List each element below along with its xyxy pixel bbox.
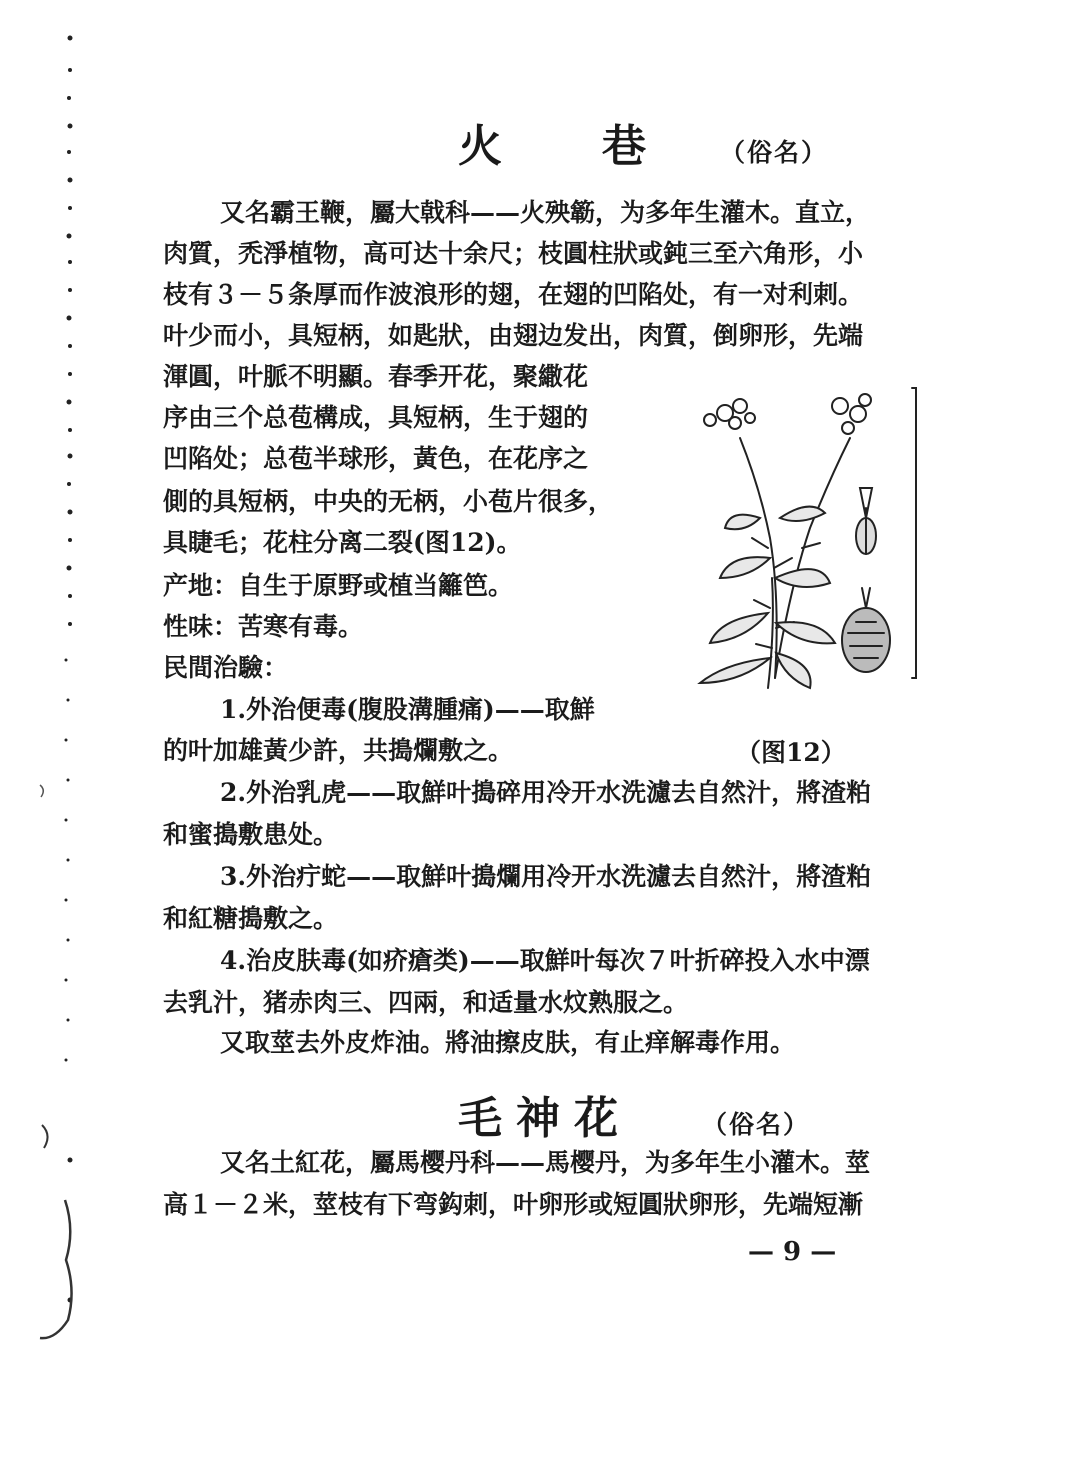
text-line: 序由三个总苞構成，具短柄，生于翅的 [163,403,589,432]
page-number: — 9 — [748,1237,837,1267]
plant-illustration [680,378,930,708]
figure-caption: （图12） [736,738,846,767]
text-line: 又名霸王鞭，屬大戟科——火殃簕，为多年生灌木。直立， [220,198,871,227]
text-line: 和蜜搗敷患处。 [163,820,339,849]
text-line: 枝有３－５条厚而作波浪形的翅，在翅的凹陷处，有一对利刺。 [163,280,864,309]
text-line: 渾圓，叶脈不明顯。春季开花，聚繖花 [163,362,589,391]
text-line: 2.外治乳虎——取鮮叶搗碎用冷开水洗濾去自然汁，將渣粕 [220,778,872,807]
text-line: 高１－２米，莖枝有下弯鈎刺，叶卵形或短圓狀卵形，先端短漸 [163,1190,864,1219]
section-title-note: （俗名） [702,1110,811,1139]
text-line: 肉質，禿淨植物，高可达十余尺；枝圓柱狀或鈍三至六角形，小 [163,239,864,268]
text-line: 又取莖去外皮炸油。將油擦皮肤，有止痒解毒作用。 [220,1028,796,1057]
section-title [458,110,828,174]
section-title-note: （俗名） [720,138,829,167]
section-title-main: 火 巷 [458,121,650,172]
text-line: 具睫毛；花柱分离二裂(图12)。 [163,528,522,557]
text-line: 凹陷处；总苞半球形，黃色，在花序之 [163,444,589,473]
text-line: 的叶加雄黃少許，共搗爛敷之。 [163,736,514,765]
text-line: 1.外治便毒(腹股溝腫痛)——取鮮 [220,695,595,724]
text-line: 产地：自生于原野或植当籬笆。 [163,571,514,600]
text-line: 3.外治疔蛇——取鮮叶搗爛用冷开水洗濾去自然汁，將渣粕 [220,862,872,891]
text-line: 又名土紅花，屬馬樱丹科——馬樱丹，为多年生小灌木。莖 [220,1148,871,1177]
text-line: 4.治皮肤毒(如疥瘡类)——取鮮叶每次７叶折碎投入水中漂 [220,946,870,975]
text-line: 民間治驗： [163,653,289,682]
text-line: 和紅糖搗敷之。 [163,904,339,933]
text-line: 側的具短柄，中央的无柄，小苞片很多， [163,487,614,516]
section-title-main: 毛神花 [458,1093,632,1144]
binding-edge-marks [0,0,120,1400]
text-line: 性味：苦寒有毒。 [163,612,364,641]
section-title [458,1082,810,1146]
text-line: 叶少而小，具短柄，如匙狀，由翅边发出，肉質，倒卵形，先端 [163,321,864,350]
text-line: 去乳汁，猪赤肉三、四兩，和适量水炆熟服之。 [163,988,689,1017]
